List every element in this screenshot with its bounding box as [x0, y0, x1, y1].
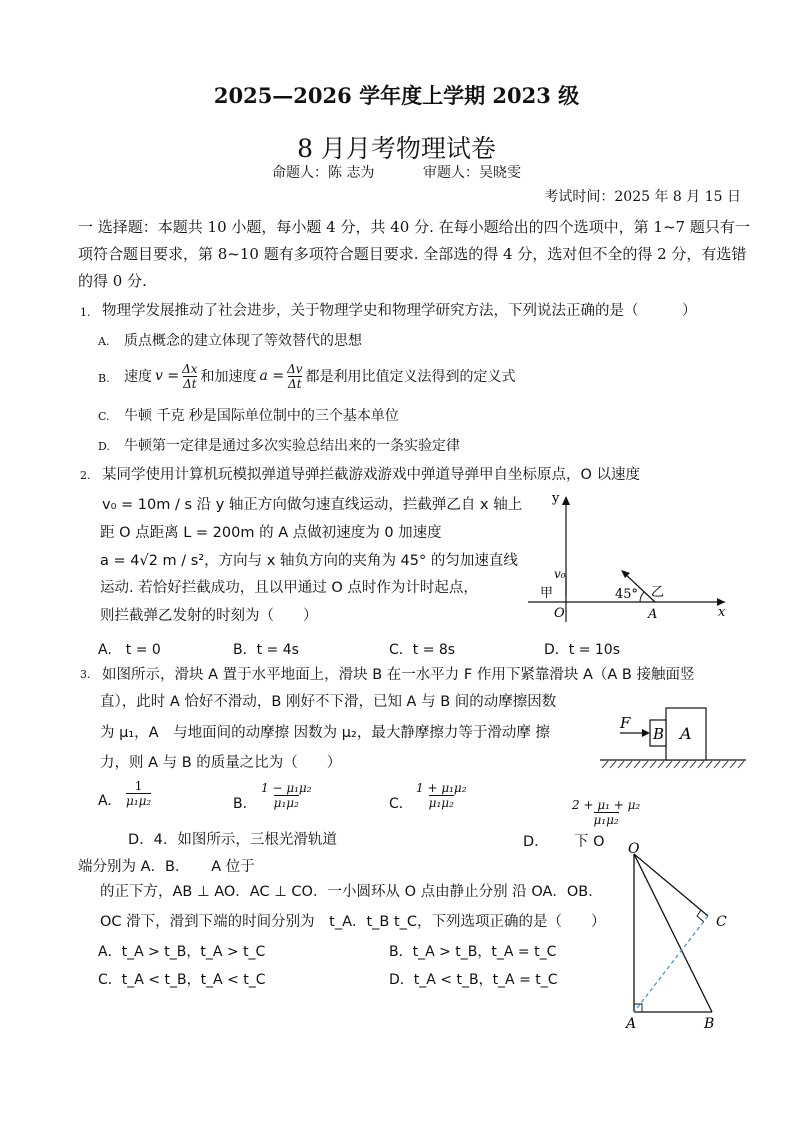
- q2-fig-origin-label: O: [554, 606, 565, 621]
- reviewer: 审题人：吴晓雯: [422, 165, 521, 181]
- q2-fig-v0-label: v₀: [554, 567, 566, 581]
- q1-a-label: A.: [98, 335, 110, 348]
- author: 命题人：陈 志为: [272, 165, 375, 181]
- q3-c-num: 1 + μ₁μ₂: [416, 781, 467, 795]
- q3-a-den: μ₁μ₂: [126, 794, 152, 808]
- q1-number: 1.: [80, 306, 91, 319]
- section-instructions: 一 选择题：本题共 10 小题，每小题 4 分，共 40 分. 在每小题给出的四个选项中，第 1~7 题只有一项符合题目要求，第 8~10 题有多项符合题目要求. 全部选的得 4 分，选对但不全的得 2 分，有选错的得 0 分.: [78, 218, 750, 290]
- exam-title: 2025—2026 学年度上学期 2023 级: [213, 83, 580, 108]
- q4-option-c: C．t_A < t_B，t_A < t_C: [98, 972, 266, 988]
- q3-d-label: D．: [523, 834, 549, 850]
- q4-fig-a-label: A: [626, 1016, 637, 1032]
- q4-fig-o-label: O: [628, 841, 640, 857]
- q3-fig-b-label: B: [653, 725, 665, 743]
- q3-option-b: [261, 781, 312, 810]
- q3-c-den: μ₁μ₂: [428, 796, 454, 810]
- q3-b-label: B．: [233, 796, 257, 812]
- q2-line4: a = 4√2 m / s²，方向与 x 轴负方向的夹角为 45° 的匀加速直线: [100, 553, 518, 569]
- q1-d-label: D.: [98, 440, 110, 453]
- q3-line4: 力，则 A 与 B 的质量之比为（ ）: [100, 755, 342, 771]
- q2-line5: 运动. 若恰好拦截成功，且以甲通过 O 点时作为计时起点，: [100, 580, 478, 596]
- exam-subtitle: 8 月月考物理试卷: [297, 134, 496, 163]
- q3-fig-a-label: A: [680, 724, 692, 743]
- exam-authors: [0, 162, 793, 182]
- q2-line3: 距 O 点距离 L = 200m 的 A 点做初速度为 0 加速度: [100, 525, 442, 541]
- q1-b-a: a =: [259, 368, 285, 384]
- q3-option-d: [572, 798, 640, 827]
- q2-figure: [520, 488, 742, 628]
- q4-option-b: B．t_A > t_B，t_A = t_C: [389, 944, 557, 960]
- q3-option-c: [416, 781, 467, 810]
- q2-line6: 则拦截弹乙发射的时刻为（ ）: [100, 608, 318, 624]
- q3-fig-f-label: F: [620, 714, 631, 732]
- q3-line2: 直），此时 A 恰好不滑动，B 刚好不下滑，已知 A 与 B 间的动摩擦因数: [100, 694, 557, 710]
- q2-fig-yi-label: 乙: [651, 585, 665, 600]
- exam-time: 考试时间：2025 年 8 月 15 日: [544, 189, 741, 205]
- q3-number: 3.: [80, 668, 91, 681]
- q3-b-den: μ₁μ₂: [273, 796, 299, 810]
- q2-number: 2.: [80, 469, 91, 482]
- q1-stem: 物理学发展推动了社会进步，关于物理学史和物理学研究方法，下列说法正确的是（ ）: [102, 303, 697, 319]
- q2-fig-jia-label: 甲: [540, 586, 554, 601]
- q3-d-num: 2 + μ₁ + μ₂: [572, 798, 641, 812]
- q1-b-mid: 和加速度: [200, 369, 257, 385]
- q3-a-num: 1: [134, 779, 143, 793]
- q3-b-num: 1 − μ₁μ₂: [261, 781, 312, 795]
- q3-line3: 为 μ₁，A 与地面间的动摩擦 因数为 μ₂，最大静摩擦力等于滑动摩 擦: [100, 725, 550, 741]
- q4-option-d: D．t_A < t_B，t_A = t_C: [389, 972, 558, 988]
- q1-b-v: v =: [155, 368, 180, 384]
- q1-b-frac1: [182, 362, 197, 391]
- q2-fig-x-label: x: [718, 605, 726, 620]
- q1-option-b: [124, 356, 516, 396]
- q3-option-a: [126, 779, 151, 808]
- q3-a-label: A.: [98, 793, 112, 809]
- q2-fig-y-label: y: [552, 491, 560, 506]
- q1-option-a: 质点概念的建立体现了等效替代的思想: [124, 333, 362, 349]
- q2-option-b: B．t = 4s: [233, 642, 299, 658]
- q1-option-c: 牛顿 千克 秒是国际单位制中的三个基本单位: [124, 408, 399, 424]
- q4-line2: 端分别为 A．B． A 位于: [78, 859, 255, 875]
- q2-fig-a-label: A: [648, 607, 658, 622]
- q3-line1: 如图所示，滑块 A 置于水平地面上，滑块 B 在一水平力 F 作用下紧靠滑块 A（A B 接触面竖: [102, 667, 695, 683]
- q1-b-pre: 速度: [124, 369, 152, 385]
- q4-line1c: 下 O: [574, 834, 605, 850]
- q2-option-a: A. t = 0: [98, 642, 161, 658]
- q2-option-d: D．t = 10s: [544, 642, 621, 658]
- q1-c-label: C.: [98, 410, 110, 423]
- q4-line1: D．4．如图所示，三根光滑轨道: [128, 832, 337, 848]
- q4-fig-c-label: C: [716, 914, 727, 930]
- q2-line2: v₀ = 10m / s 沿 y 轴正方向做匀速直线运动，拦截弹乙自 x 轴上: [102, 497, 523, 513]
- q1-b-label: B.: [98, 372, 110, 385]
- q1-b-frac1-num: Δx: [182, 361, 198, 376]
- q4-figure: [620, 838, 740, 1038]
- q4-option-a: A．t_A > t_B，t_A > t_C: [98, 944, 266, 960]
- q1-b-frac1-den: Δt: [183, 376, 197, 391]
- q1-option-d: 牛顿第一定律是通过多次实验总结出来的一条实验定律: [124, 438, 460, 454]
- q2-fig-angle-label: 45°: [615, 587, 639, 602]
- q1-b-post: 都是利用比值定义法得到的定义式: [305, 369, 516, 385]
- q3-figure: [596, 704, 752, 770]
- q4-line4: OC 滑下，滑到下端的时间分别为 t_A．t_B t_C，下列选项正确的是（ ）: [100, 914, 606, 930]
- q1-b-frac2-den: Δt: [288, 376, 302, 391]
- q2-line1: 某同学使用计算机玩模拟弹道导弹拦截游戏游戏中弹道导弹甲自坐标原点，O 以速度: [102, 467, 641, 483]
- q3-d-den: μ₁μ₂: [593, 813, 619, 827]
- q4-line3: 的正下方，AB ⊥ AO．AC ⊥ CO．一小圆环从 O 点由静止分别 沿 OA．OB．: [100, 884, 603, 900]
- q1-b-frac2: [287, 362, 302, 391]
- q3-c-label: C．: [389, 796, 413, 812]
- q4-fig-b-label: B: [704, 1016, 715, 1032]
- q2-option-c: C．t = 8s: [389, 642, 456, 658]
- q1-b-frac2-num: Δv: [287, 361, 303, 376]
